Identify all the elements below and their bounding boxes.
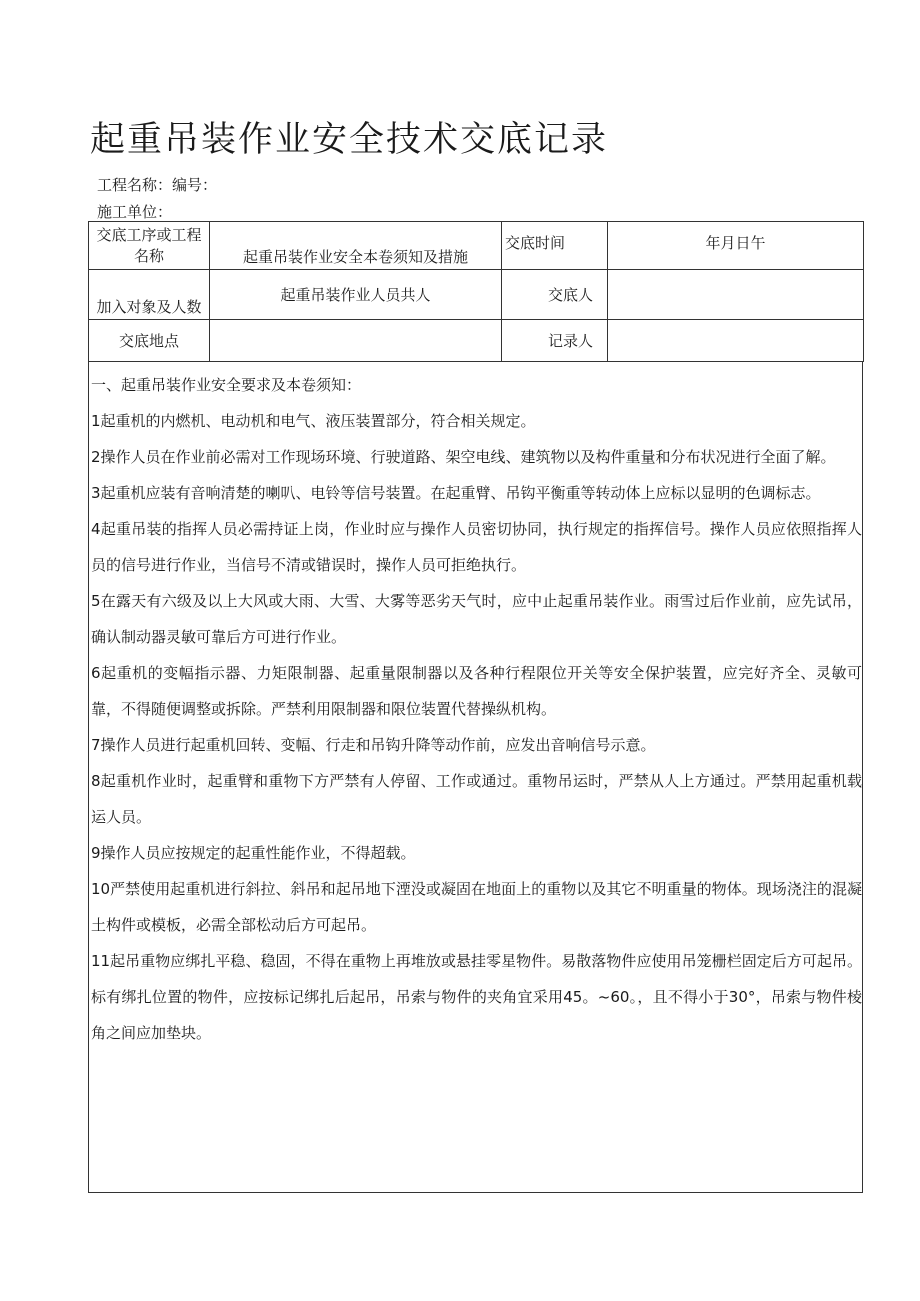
content-item-11: 11起吊重物应绑扎平稳、稳固，不得在重物上再堆放或悬挂零星物件。易散落物件应使用吊笼栅栏固定后方可起吊。标有绑扎位置的物件，应按标记绑扎后起吊，吊索与物件的夹角宜采用45。~60。，且不得小于30°，吊索与物件棱角之间应加垫块。 <box>91 952 862 1042</box>
location-value <box>210 320 502 362</box>
construction-unit-line: 施工单位： <box>97 203 173 221</box>
content-item-1: 1起重机的内燃机、电动机和电气、液压装置部分，符合相关规定。 <box>91 412 536 430</box>
content-item-8: 8起重机作业时，起重臂和重物下方严禁有人停留、工作或通过。重物吊运时，严禁从人上方通过。严禁用起重机载运人员。 <box>91 772 862 826</box>
content-section <box>88 361 863 1193</box>
participants-label: 加入对象及人数 <box>89 270 210 320</box>
header-table <box>88 221 864 362</box>
project-name-line: 工程名称：编号： <box>97 176 218 194</box>
page-title: 起重吊装作业安全技术交底记录 <box>90 120 609 160</box>
discloser-value <box>608 270 864 320</box>
content-item-3: 3起重机应装有音响清楚的喇叭、电铃等信号装置。在起重臂、吊钩平衡重等转动体上应标以显明的色调标志。 <box>91 484 821 502</box>
location-label: 交底地点 <box>89 320 210 362</box>
time-value: 年月日午 <box>608 222 864 270</box>
process-value: 起重吊装作业安全本卷须知及措施 <box>210 222 502 270</box>
process-label-line1: 交底工序或工程 <box>96 225 202 244</box>
content-item-7: 7操作人员进行起重机回转、变幅、行走和吊钩升降等动作前，应发出音响信号示意。 <box>91 736 656 754</box>
content-item-4: 4起重吊装的指挥人员必需持证上岗，作业时应与操作人员密切协同，执行规定的指挥信号。操作人员应依照指挥人员的信号进行作业，当信号不清或错误时，操作人员可拒绝执行。 <box>91 520 862 574</box>
content-item-9: 9操作人员应按规定的起重性能作业，不得超载。 <box>91 844 416 862</box>
process-label-cell <box>89 222 210 270</box>
time-label: 交底时间 <box>502 222 608 270</box>
recorder-label: 记录人 <box>502 320 608 362</box>
content-item-5: 5在露天有六级及以上大风或大雨、大雪、大雾等恶劣天气时，应中止起重吊装作业。雨雪过后作业前，应先试吊，确认制动器灵敏可靠后方可进行作业。 <box>91 592 862 646</box>
process-label-line2: 名称 <box>133 246 164 265</box>
content-item-2: 2操作人员在作业前必需对工作现场环境、行驶道路、架空电线、建筑物以及构件重量和分布状况进行全面了解。 <box>91 448 836 466</box>
content-item-6: 6起重机的变幅指示器、力矩限制器、起重量限制器以及各种行程限位开关等安全保护装置，应完好齐全、灵敏可靠，不得随便调整或拆除。严禁利用限制器和限位装置代替操纵机构。 <box>91 664 862 718</box>
discloser-label: 交底人 <box>502 270 608 320</box>
content-item-10: 10严禁使用起重机进行斜拉、斜吊和起吊地下湮没或凝固在地面上的重物以及其它不明重量的物体。现场浇注的混凝土构件或模板，必需全部松动后方可起吊。 <box>91 880 862 934</box>
participants-value: 起重吊装作业人员共人 <box>210 270 502 320</box>
recorder-value <box>608 320 864 362</box>
content-intro: 一、起重吊装作业安全要求及本卷须知： <box>91 376 362 394</box>
